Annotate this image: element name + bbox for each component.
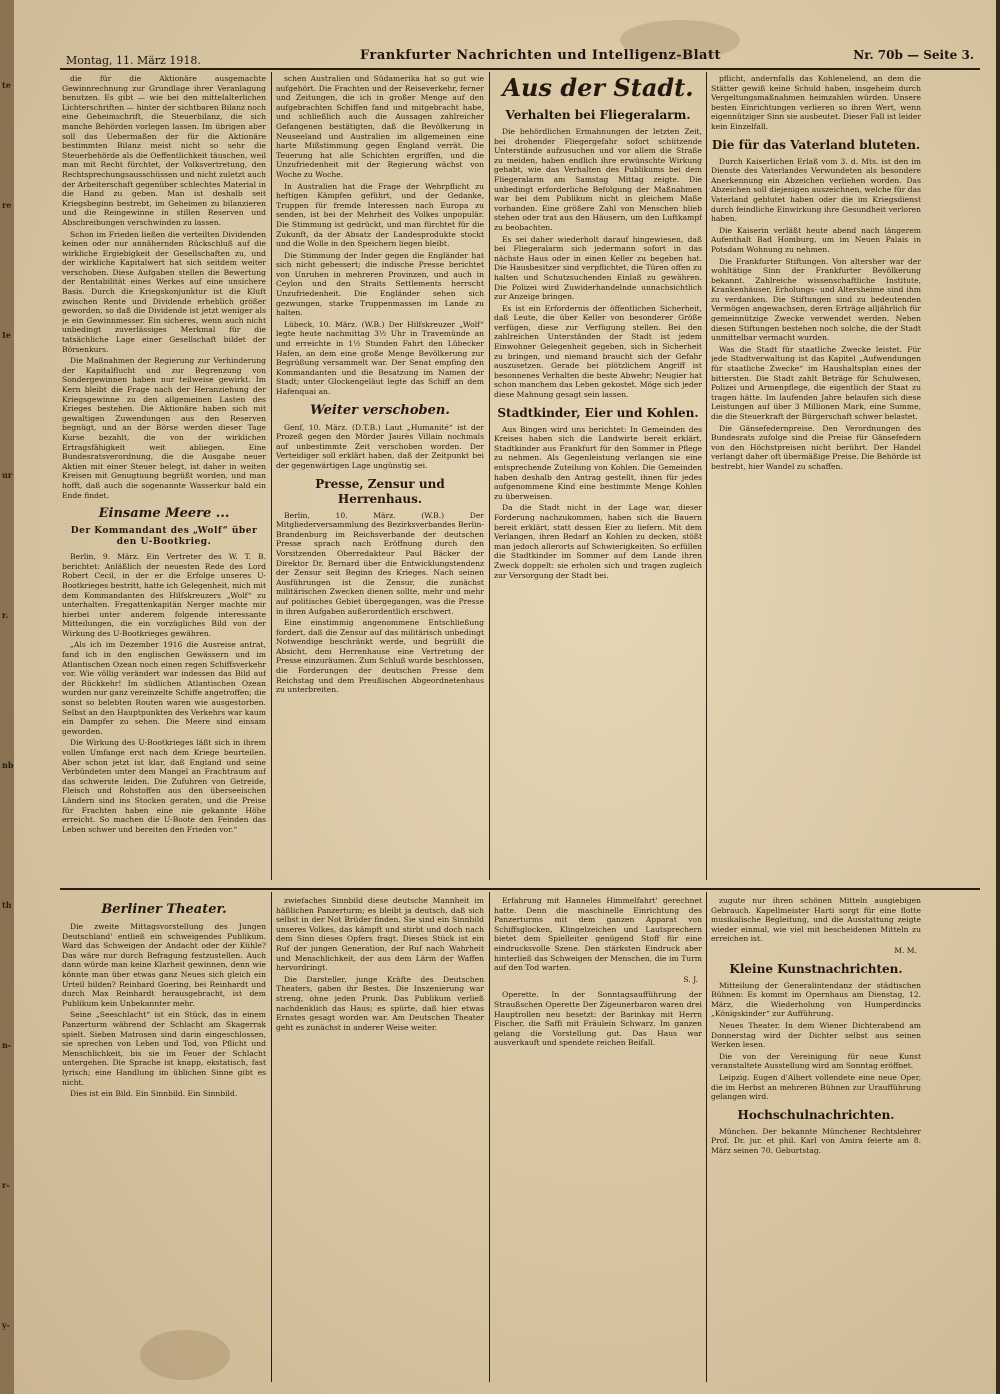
paragraph: Die von der Vereinigung für neue Kunst veranstaltete Ausstellung wird am Sonntag eröffnet. (711, 1051, 921, 1071)
paragraph: Die Frankfurter Stiftungen. Von altersher war der wohltätige Sinn der Frankfurter Bevölkerung bekannt. Zahlreiche wissenschaftliche Institute, Krankenhäuser, Erholungs- und Altersheime sind ihm zu verdanken. Die Stiftungen sind zu bedeutenden Vermögen angewachsen, deren Erträge alljährlich für gemeinnützige Zwecke verwendet werden. Neben diesen Stiftungen bestehen noch solche, die der Stadt unmittelbar vermacht wurden. (711, 256, 921, 343)
issue-date: Montag, 11. März 1918. (66, 54, 201, 67)
paragraph: Durch Kaiserlichen Erlaß vom 3. d. Mts. ist den im Dienste des Vaterlandes Verwundeten als besondere Anerkennung ein Abzeichen verliehen worden. Das Abzeichen soll diejenigen auszeichnen, welche für das Vaterland geblutet haben oder die im Kriegsdienst durch feindliche Einwirkung ihre Gesundheit verloren haben. (711, 156, 921, 224)
bottom-column-1 (62, 896, 266, 1384)
column-3 (494, 72, 702, 882)
paragraph: Es sei daher wiederholt darauf hingewiesen, daß bei Fliegeralarm sich jedermann sofort in das nächste Haus oder in einen Keller zu begeben hat. Die Hausbesitzer sind verpflichtet, die Türen offen zu halten und Schutzsuchenden Einlaß zu gewähren. Die Polizei wird Zuwiderhandelnde unnachsichtlich zur Anzeige bringen. (494, 234, 702, 302)
paragraph: Die Stimmung der Inder gegen die Engländer hat sich nicht gebessert; die indische Presse berichtet von Unruhen in mehreren Provinzen, und auch in Ceylon und den Straits Settlements herrscht Unzufriedenheit. Die Engländer sehen sich gezwungen, starke Truppenmassen im Lande zu halten. (276, 250, 484, 318)
kicker: Der Kommandant des „Wolf“ über den U-Bootkrieg. (70, 526, 258, 548)
paragraph: Die Darsteller, junge Kräfte des Deutschen Theaters, gaben ihr Bestes. Die Inszenierung war streng, ohne jeden Prunk. Das Publikum verließ nachdenklich das Haus; es spürte, daß hier etwas Ernstes gesagt worden war. Am Deutschen Theater geht es zunächst in anderer Weise weiter. (276, 974, 484, 1032)
column-rule (271, 72, 272, 880)
paragraph: Die Wirkung des U-Bootkrieges läßt sich in ihrem vollen Umfange erst nach dem Kriege beurteilen. Aber schon jetzt ist klar, daß England und seine Verbündeten unter dem Mangel an Frachtraum auf das schwerste leiden. Die Zufuhren von Getreide, Fleisch und Rohstoffen aus den überseeischen Ländern sind ins Stocken geraten, und die Preise für Frachten haben eine nie gekannte Höhe erreicht. So machen die U-Boote den Feinden das Leben schwer und bereiten den Frieden vor.“ (62, 738, 266, 834)
headline-vaterland: Die für das Vaterland bluteten. (711, 137, 921, 152)
paragraph: „Als ich im Dezember 1916 die Ausreise antrat, fand ich in den englischen Gewässern und im Atlantischen Ozean noch einen regen Schiffsverkehr vor. Wie völlig verändert war indessen das Bild auf der Rückkehr! Im südlichen Atlantischen Ozean wurden nur ganz vereinzelte Schiffe angetroffen; die sonst so belebten Routen waren wie ausgestorben. Selbst an den Hauptpunkten des Verkehrs war kaum ein Dampfer zu sehen. Die Meere sind einsam geworden. (62, 640, 266, 736)
paragraph: schen Australien und Südamerika hat so gut wie aufgehört. Die Frachten und der Reiseverkehr, ferner und Zeitungen, die ich in großer Menge auf den aufgebrachten Schiffen fand und mitgebracht habe, und schließlich auch die Aussagen zahlreicher Gefangenen bestätigten, daß die Bevölkerung in Neuseeland und Australien im allgemeinen eine harte Mißstimmung gegen England verrät. Die Teuerung hat alle Schichten ergriffen, und die Unzufriedenheit mit der Regierung wächst von Woche zu Woche. (276, 74, 484, 179)
paragraph: die für die Aktionäre ausgemachte Gewinnrechnung zur Grundlage ihrer Veranlagung benutzen. Es gibt — wie bei den mittelalterlichen Lichterschriften — hinter der sichtbaren Bilanz noch eine Geheimschrift, die Steuerbilanz, die sich manche Behörden vorlegen lassen. Im übrigen aber soll das Uebermaßen der für die Aktionäre bestimmten Bilanz meist nicht so sehr die Steuerbehörde als die Oeffentlichkeit täuschen, weil man mit Recht fürchtet, der Volksvertretung, den Rechtsprechungsausschüssen und nicht zuletzt auch der Arbeiterschaft gegenüber schlechtes Material in die Hand zu geben. Man ist deshalb seit Kriegsbeginn bestrebt, im Geheimen zu bilanzieren und die Reingewinne in stillen Reserven und Abschreibungen verschwinden zu lassen. (62, 74, 266, 227)
paragraph: Operette. In der Sonntagsaufführung der Straußschen Operette Der Zigeunerbaron waren drei Hauptrollen neu besetzt: der Barinkay mit Herrn Fischer, die Saffi mit Fräulein Schwarz. Im ganzen gelang die Vorstellung gut. Das Haus war ausverkauft und spendete reichen Beifall. (494, 990, 702, 1048)
spine-fragment: nb (2, 760, 14, 770)
paragraph: Genf, 10. März. (D.T.B.) Laut „Humanité“ ist der Prozeß gegen den Mörder Jaurès Villain nochmals auf unbestimmte Zeit verschoben worden. Der Verteidiger soll erklärt haben, daß der Zeitpunkt bei der gegenwärtigen Lage ungünstig sei. (276, 422, 484, 470)
section-rule (60, 888, 980, 890)
spine-fragment: r. (2, 610, 9, 620)
headline-kunstnachrichten: Kleine Kunstnachrichten. (729, 961, 903, 976)
paragraph: pflicht, andernfalls das Kohlenelend, an dem die Stätter gewiß keine Schuld haben, insgeheim durch Vergeltungsmaßnahmen heimzahlen würden. Unsere besten Einrichtungen verlieren so ihren Wert, wenn eigennütziger Sinn sie ausbeutet. Dieser Fall ist leider kein Einzelfall. (711, 74, 921, 131)
paragraph: Die Gänsefedernpreise. Den Verordnungen des Bundesrats zufolge sind die Preise für Gänsefedern von den Höchstpreisen nicht berührt. Der Handel verlangt daher oft übermäßige Preise. Die Behörde ist bestrebt, hier Wandel zu schaffen. (711, 423, 921, 471)
headline-einsame-meere: Einsame Meere ... (98, 506, 230, 522)
masthead: Frankfurter Nachrichten und Intelligenz-Blatt (360, 48, 721, 63)
spine-fragment: Ie (2, 330, 11, 340)
column-4 (711, 74, 921, 882)
paragraph: Die behördlichen Ermahnungen der letzten Zeit, bei drohender Fliegergefahr sofort schützende Unterstände aufzusuchen und vor allem die Straße zu meiden, haben endlich ihre erwünschte Wirkung gehabt, wie das Verhalten des Publikums bei dem Fliegeralarm am Samstag Mittag zeigte. Die unbedingt erforderliche Befolgung der Maßnahmen war bei dem Publikum nicht in gleichem Maße vorhanden. Eine größere Zahl von Menschen blieb stehen oder trat aus den Häusern, um den Luftkampf zu beobachten. (494, 127, 702, 232)
page-spine (0, 0, 14, 1394)
column-1 (62, 74, 266, 882)
column-rule (706, 892, 707, 1382)
spine-fragment: re (2, 200, 12, 210)
paragraph: Was die Stadt für staatliche Zwecke leistet. Für jede Stadtverwaltung ist das Kapitel „Aufwendungen für staatliche Zwecke“ im Haushaltsplan eines der bittersten. Die Stadt zahlt Beträge für Schulwesen, Polizei und Armenpflege, die eigentlich der Staat zu tragen hätte. Im laufenden Jahre belaufen sich diese Leistungen auf über 3 Millionen Mark, eine Summe, die die Steuerkraft der Bürgerschaft schwer belastet. (711, 344, 921, 421)
paragraph: Schon im Frieden ließen die verteilten Dividenden keinen oder nur annähernden Rückschluß auf die wirkliche Ergiebigkeit der Gesellschaften zu, und der wirkliche Kapitalwert hat sich seitdem weiter verschoben. Diese Aufgaben stellen die Bewertung der Rentabilität eines Werkes auf eine unsichere Basis. Durch die Kriegskonjunktur ist die Kluft zwischen Rente und Dividende erheblich größer geworden, so daß die Dividende ist jetzt weniger als je ein Gewinnmesser. Ein sicheres, wenn auch nicht unbedingt zuverlässiges Merkmal für die tatsächliche Lage einer Gesellschaft bildet der Börsenkurs. (62, 229, 266, 354)
column-rule (489, 72, 490, 880)
column-rule (489, 892, 490, 1382)
paragraph: Es ist ein Erfordernis der öffentlichen Sicherheit, daß Leute, die über Keller von besonderer Größe verfügen, diese zur Verfügung stellen. Bei den zahlreichen Unterständen der Stadt ist jedem Einwohner Gelegenheit gegeben, sich in Sicherheit zu bringen, und niemand braucht sich der Gefahr auszusetzen. Gerade bei plötzlichem Angriff ist besonnenes Verhalten die beste Abwehr; Neugier hat schon manchem das Leben gekostet. Möge sich jeder diese Mahnung gesagt sein lassen. (494, 303, 702, 400)
paragraph: Berlin, 10. März. (W.B.) Der Mitgliederversammlung des Bezirksverbandes Berlin-Brandenburg im Reichsverbande der deutschen Presse sprach nach Eröffnung durch den Vorsitzenden Oberredakteur Paul Bäcker der Direktor Dr. Bernard über die Entwicklungstendenz der Zensur seit Beginn des Krieges. Nach seinen Ausführungen ist die Zensur, die zunächst militärischen Zwecken dienen sollte, mehr und mehr auf politisches Gebiet übergegangen, was die Presse in ihren Aufgaben außerordentlich erschwert. (276, 510, 484, 616)
paragraph: Die zweite Mittagsvorstellung des Jungen Deutschland' entließ ein schweigendes Publikum. Ward das Schweigen der Andacht oder der Kühle? Das wäre nur durch Befragung festzustellen. Auch dann würde man keine Klarheit gewinnen, denn wie könnte man über etwas ganz Neues sich gleich ein Urteil bilden? Reinhard Goering, bei Reinhardt und durch Max Reinhardt herausgebracht, ist dem Publikum kein Unbekannter mehr. (62, 922, 266, 1008)
paragraph: In Australien hat die Frage der Wehrpflicht zu heftigen Kämpfen geführt, und der Gedanke, Truppen für fremde Interessen nach Europa zu senden, ist bei der Mehrheit des Volkes unpopulär. Die Stimmung ist gedrückt, und man fürchtet für die Zukunft, da der Absatz der Landesprodukte stockt und die Wolle in den Speichern liegen bleibt. (276, 181, 484, 249)
paragraph: München. Der bekannte Münchener Rechtslehrer Prof. Dr. jur. et phil. Karl von Amira feierte am 8. März seinen 70. Geburtstag. (711, 1126, 921, 1155)
spine-fragment: te (2, 80, 11, 90)
headline-hochschulnachrichten: Hochschulnachrichten. (737, 1107, 895, 1122)
paragraph: Aus Bingen wird uns berichtet: In Gemeinden des Kreises haben sich die Landwirte bereit erklärt, Stadtkinder aus Frankfurt für den Sommer in Pflege zu nehmen. Als Gegenleistung verlangen sie eine entsprechende Zuteilung von Kohlen. Die Gemeinden haben deshalb den Antrag gestellt, ihnen für jedes aufgenommene Kind eine bestimmte Menge Kohlen zu überweisen. (494, 424, 702, 501)
bottom-column-4 (711, 896, 921, 1384)
bottom-column-2 (276, 896, 484, 1384)
bottom-column-3 (494, 896, 702, 1384)
paragraph: Neues Theater. In dem Wiener Dichterabend am Donnerstag wird der Dichter selbst aus seinen Werken lesen. (711, 1020, 921, 1050)
paragraph: Seine „Seeschlacht“ ist ein Stück, das in einem Panzerturm während der Schlacht am Skagerrak spielt. Sieben Matrosen sind darin eingeschlossen, sie sprechen von Leben und Tod, von Pflicht und Menschlichkeit, bis sie im Feuer der Schlacht untergehen. Die Sprache ist knapp, ekstatisch, fast lyrisch; eine Handlung im üblichen Sinne gibt es nicht. (62, 1010, 266, 1087)
spine-fragment: n- (2, 1040, 12, 1050)
signature: S. J. (683, 974, 698, 984)
headline-stadtkinder: Stadtkinder, Eier und Kohlen. (497, 405, 699, 420)
subhead-fliegeralarm: Verhalten bei Fliegeralarm. (505, 108, 691, 122)
spine-fragment: th (2, 900, 12, 910)
column-2 (276, 74, 484, 882)
headline-aus-der-stadt: Aus der Stadt. (502, 73, 694, 102)
paragraph: zugute nur ihren schönen Mitteln ausgiebigen Gebrauch. Kapellmeister Harti sorgt für eine flotte musikalische Begleitung, und die Ausstattung zeigte wieder einmal, wie viel mit bescheidenen Mitteln zu erreichen ist. (711, 896, 921, 944)
spine-fragment: r- (2, 1180, 10, 1190)
column-rule (271, 892, 272, 1382)
headline-weiter-verschoben: Weiter verschoben. (310, 402, 450, 418)
paragraph: Da die Stadt nicht in der Lage war, dieser Forderung nachzukommen, haben sich die Bauern bereit erklärt, statt dessen Eier zu liefern. Mit dem Verlangen, ihren Bedarf an Kohlen zu decken, stößt man jedoch allerorts auf Schwierigkeiten. So erfüllen die Stadtkinder im Sommer auf dem Lande ihren Zweck doppelt: sie erholen sich und tragen zugleich zur Versorgung der Stadt bei. (494, 503, 702, 580)
paragraph: zwiefaches Sinnbild diese deutsche Mannheit im häßlichen Panzerturm; es bleibt ja deutsch, daß sich selbst in der Not Brüder finden. Sie sind ein Sinnbild unseres Volkes, das kämpft und stirbt und doch nach dem Sinn dieses Opfers fragt. Dieses Stück ist ein Ruf der jungen Generation, der Ruf nach Wahrheit und Menschlichkeit, der aus dem Lärm der Waffen hervordringt. (276, 896, 484, 973)
paragraph: Erfahrung mit Hanneles Himmelfahrt' gerechnet hatte. Denn die maschinelle Einrichtung des Panzerturms mit dem ganzen Apparat von Schiffsglocken, Klingelzeichen und Lautsprechern bietet dem Spielleiter genügend Stoff für eine eindrucksvolle Szene. Den stärksten Eindruck aber hinterließ das Schweigen der Menschen, die im Turm auf den Tod warten. (494, 896, 702, 973)
headline-berliner-theater: Berliner Theater. (101, 902, 227, 917)
paragraph: Leipzig. Eugen d'Albert vollendete eine neue Oper, die im Herbst an mehreren Bühnen zur Uraufführung gelangen wird. (711, 1072, 921, 1102)
paragraph: Mitteilung der Generalintendanz der städtischen Bühnen: Es kommt im Opernhaus am Dienstag, 12. März, die Wiederholung von Humperdincks „Königskinder“ zur Aufführung. (711, 980, 921, 1019)
page-number: Nr. 70b — Seite 3. (853, 48, 974, 62)
paragraph: Die Kaiserin verläßt heute abend nach längerem Aufenthalt Bad Homburg, um im Neuen Palais in Potsdam Wohnung zu nehmen. (711, 225, 921, 254)
paragraph: Berlin, 9. März. Ein Vertreter des W. T. B. berichtet: Anläßlich der neuesten Rede des Lord Robert Cecil, in der er die Erfolge unseres U-Bootkrieges bestritt, hatte ich Gelegenheit, mich mit dem Kommandanten des Hilfskreuzers „Wolf“ zu unterhalten. Fregattenkapitän Nerger machte mir hierbei unter anderem folgende interessante Mitteilungen, die ein vorzügliches Bild von der Wirkung des U-Bootkrieges gewähren. (62, 552, 266, 638)
paragraph: Die Maßnahmen der Regierung zur Verhinderung der Kapitalflucht und zur Begrenzung von Sondergewinnen haben nur teilweise gewirkt. Im Kern bleibt die Frage nach der Heranziehung der Kriegsgewinne zu den allgemeinen Lasten des Krieges bestehen. Die Aktionäre haben sich mit gewaltigen Zuwendungen aus den Reserven begnügt, und an der Börse werden dieser Tage Kurse bezahlt, die von der wirklichen Ertragsfähigkeit weit abliegen. Eine Bundesratsverordnung, die die Ausgabe neuer Aktien mit einer Steuer belegt, ist daher in weiten Kreisen mit Genugtuung begrüßt worden, und man hofft, daß auch die sogenannte Wasserkur bald ein Ende findet. (62, 356, 266, 500)
page-header (60, 44, 980, 70)
paragraph: Lübeck, 10. März. (W.B.) Der Hilfskreuzer „Wolf“ legte heute nachmittag 3½ Uhr in Travemünde an und erreichte in 1½ Stunden Fahrt den Lübecker Hafen, an dem eine große Menge Bevölkerung zur Begrüßung versammelt war. Der Senat empfing den Kommandanten und die Besatzung im Namen der Stadt; unter Glockengeläut legte das Schiff an dem Hafenquai an. (276, 319, 484, 396)
paragraph: Dies ist ein Bild. Ein Sinnbild. Ein Sinnbild. (70, 1089, 238, 1099)
paragraph: Eine einstimmig angenommene Entschließung fordert, daß die Zensur auf das militärisch unbedingt Notwendige beschränkt werde, und begrüßt die Absicht, dem Herrenhause eine Vertretung der Presse einzuräumen. Zum Schluß wurde beschlossen, die Forderungen der deutschen Presse dem Reichstag und dem Preußischen Abgeordnetenhaus zu unterbreiten. (276, 618, 484, 695)
signature: M. M. (894, 945, 917, 955)
spine-fragment: ur (2, 470, 13, 480)
spine-fragment: y- (2, 1320, 10, 1330)
column-rule (706, 72, 707, 880)
headline-presse-zensur: Presse, Zensur und Herrenhaus. (315, 476, 445, 506)
